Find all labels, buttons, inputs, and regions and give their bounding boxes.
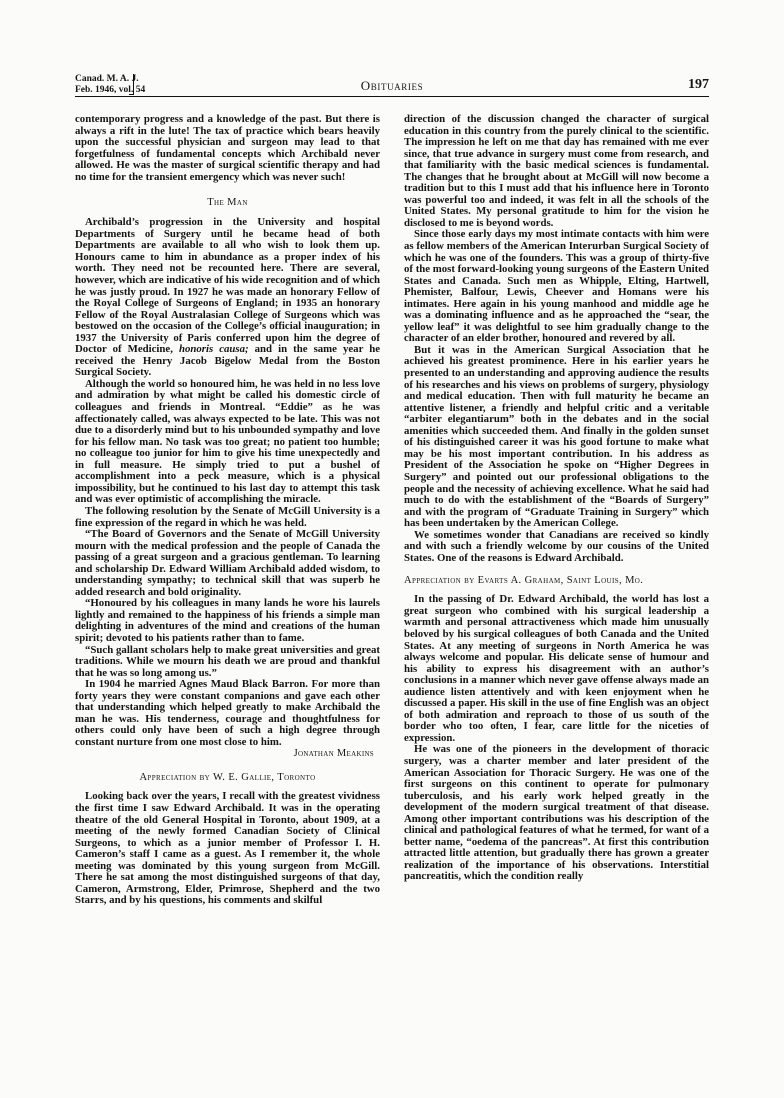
paragraph-man-2: Although the world so honoured him, he was held in no less love and admiration by what might be called his domestic circle of colleagues and friends in Montreal. “Eddie” as he was affectionately called, was always expected to be late. This was not due to a disorderly mind but to his unbounded sympathy and love for his fellow man. No task was too great; no patient too humble; no colleague too junior for him to give his time unexpectedly and in full measure. He simply tried to put a bushel of accomplishment into a peck measure, which is a physical impossibility, but he continued to his last day to attempt this task and was ever optimistic of accomplishing the miracle. <box>75 377 380 506</box>
heading-graham: Appreciation by Evarts A. Graham, Saint Louis, Mo. <box>404 575 644 587</box>
header-rule <box>75 96 709 97</box>
journal-name: Canad. M. A. J. <box>75 74 139 84</box>
page-header <box>75 70 709 98</box>
signature-meakins: Jonathan Meakins <box>293 748 374 760</box>
journal-date-volume: Feb. 1946, vol. 54 <box>75 85 146 95</box>
left-column <box>75 114 380 1089</box>
paragraph-man-5: “Honoured by his colleagues in many lands he wore his laurels lightly and remained to the happiness of his friends a simple man delighting in adventures of the mind and creations of the human spirit; devoted to his patients rather than to fame. <box>75 597 380 644</box>
paragraph-graham-2: He was one of the pioneers in the development of thoracic surgery, was a charter member and later president of the American Association for Thoracic Surgery. He was one of the first surgeons on this continent to operate for pulmonary tuberculosis, and his early work helped greatly in the development of the modern surgical treatment of that disease. Among other important contributions was his description of the clinical and pathological features of what he termed, for want of a better name, “oedema of the pancreas”. At first this contribution attracted little attention, but gradually there has grown a greater realization of the importance of his observations. Interstitial pancreatitis, which the condition really <box>404 743 709 883</box>
paragraph-man-6: “Such gallant scholars help to make great universities and great traditions. While we mourn his death we are proud and thankful that he was so long among us.” <box>75 643 380 679</box>
paragraph-man-3: The following resolution by the Senate of McGill University is a fine expression of the regard in which he was held. <box>75 504 380 529</box>
latin-phrase: honoris causa; <box>178 343 249 356</box>
paragraph-gallie-2: direction of the discussion changed the character of surgical education in this country from the purely clinical to the scientific. The impression he left on me that day has remained with me ever since, that true advance in surgery must come from research, and that familiarity with the basic medical sciences is fundamental. The changes that he brought about at McGill will now become a tradition but to this I must add that his influence here in Toronto was powerful too and indeed, it was felt in all the schools of the United States. My personal gratitude to him for the vision he disclosed to me is beyond words. <box>404 114 709 229</box>
page-number: 197 <box>688 77 709 92</box>
paragraph-gallie-4: But it was in the American Surgical Association that he achieved his greatest prominence. Here in his earlier years he presented to an understanding and approving audience the results of his researches and his views on problems of surgery, physiology and medical education. Then with full maturity he became an attentive listener, a friendly and helpful critic and a veritable “arbiter elegantiarum” both in the debates and in the social amenities which succeeded them. And finally in the golden sunset of his distinguished career it was his good fortune to make what may be his most important contribution. In his address as President of the Association he spoke on “Higher Degrees in Surgery” and pointed out our professional obligations to the people and the necessity of achieving excellence. What he said had much to do with the establishment of the “Boards of Surgery” and with the program of “Graduate Training in Surgery” which has been undertaken by the American College. <box>404 343 709 530</box>
section-title: Obituaries <box>360 78 424 93</box>
paragraph-intro: contemporary progress and a knowledge of the past. But there is always a rift in the lute! The tax of practice which bears heavily upon the successful physician and surgeon may lead to that forgetfulness of fundamental concepts which Archibald never allowed. He was the master of surgical scientific therapy and had no time for the transient emergency which was never such! <box>75 114 380 183</box>
paragraph-gallie-3: Since those early days my most intimate contacts with him were as fellow members of the American Interurban Surgical Society of which he was one of the founders. This was a group of thirty-five of the most forward-looking young surgeons of the Eastern United States and Canada. Such men as Whipple, Elting, Hartwell, Phemister, Balfour, Lewis, Cheever and Homans were his intimates. Here again in his young manhood and middle age he was a dominating influence and as he approached the “sear, the yellow leaf” it was delightful to see him gradually change to the character of an elder brother, honoured and revered by all. <box>404 228 709 345</box>
right-column <box>404 114 709 1089</box>
paragraph-man-1: Archibald’s progression in the University and hospital Departments of Surgery until he became head of both Departments are available to all who wish to look them up. Honours came to him in abundance as a proper index of his worth. They need not be recounted here. There are several, however, which are indicative of his wide recognition and of which he was justly proud. In 1927 he was made an honorary Fellow of the Royal College of Surgeons of England; in 1935 an honorary Fellow of the Royal Australasian College of Surgeons which was bestowed on the occasion of the College’s official inauguration; in 1937 the University of Paris conferred upon him the degree of Doctor of Medicine, honoris causa; and in the same year he received the Henry Jacob Bigelow Medal from the Boston Surgical Society. <box>75 216 380 379</box>
heading-gallie: Appreciation by W. E. Gallie, Toronto <box>139 772 316 784</box>
paragraph-gallie-5: We sometimes wonder that Canadians are received so kindly and with such a friendly welcome by our cousins of the United States. One of the reasons is Edward Archibald. <box>404 528 709 564</box>
paragraph-man-4: “The Board of Governors and the Senate of McGill University mourn with the medical profession and the people of Canada the passing of a great surgeon and a gracious gentleman. To learning and scholarship Dr. Edward William Archibald added wisdom, to understanding sympathy; to technical skill that was superb he added research and bold originality. <box>75 528 380 598</box>
heading-the-man: The Man <box>207 197 248 209</box>
paragraph-man-7: In 1904 he married Agnes Maud Black Barron. For more than forty years they were constant companions and gave each other that understanding which helped greatly to make Archibald the man he was. His tenderness, courage and thoughtfulness for others could only have been of such a high degree through constant nurture from one most close to him. <box>75 678 380 748</box>
paragraph-graham-1: In the passing of Dr. Edward Archibald, the world has lost a great surgeon who combined with his surgical leadership a warmth and personal attractiveness which made him unusually beloved by his surgical colleagues of both Canada and the United States. At any meeting of surgeons in North America he was always welcome and popular. His delicate sense of humour and his ability to express his disagreement with an author’s conclusions in a manner which never gave offense always made an audience listen attentively and with keen enjoyment when he discussed a paper. His skill in the use of fine English was an object of both admiration and reproach to those of us south of the border who too often, I fear, care little for the niceties of expression. <box>404 593 709 744</box>
paragraph-gallie-1: Looking back over the years, I recall with the greatest vividness the first time I saw Edward Archibald. It was in the operating theatre of the old General Hospital in Toronto, about 1909, at a meeting of the newly formed Canadian Society of Clinical Surgeons, to which as a junior member of Professor I. H. Cameron’s staff I came as a guest. As I remember it, the whole meeting was dominated by this young surgeon from McGill. There he sat among the most distinguished surgeons of that day, Cameron, Armstrong, Elder, Primrose, Shepherd and the two Starrs, and by his questions, his comments and skilful <box>75 790 380 907</box>
